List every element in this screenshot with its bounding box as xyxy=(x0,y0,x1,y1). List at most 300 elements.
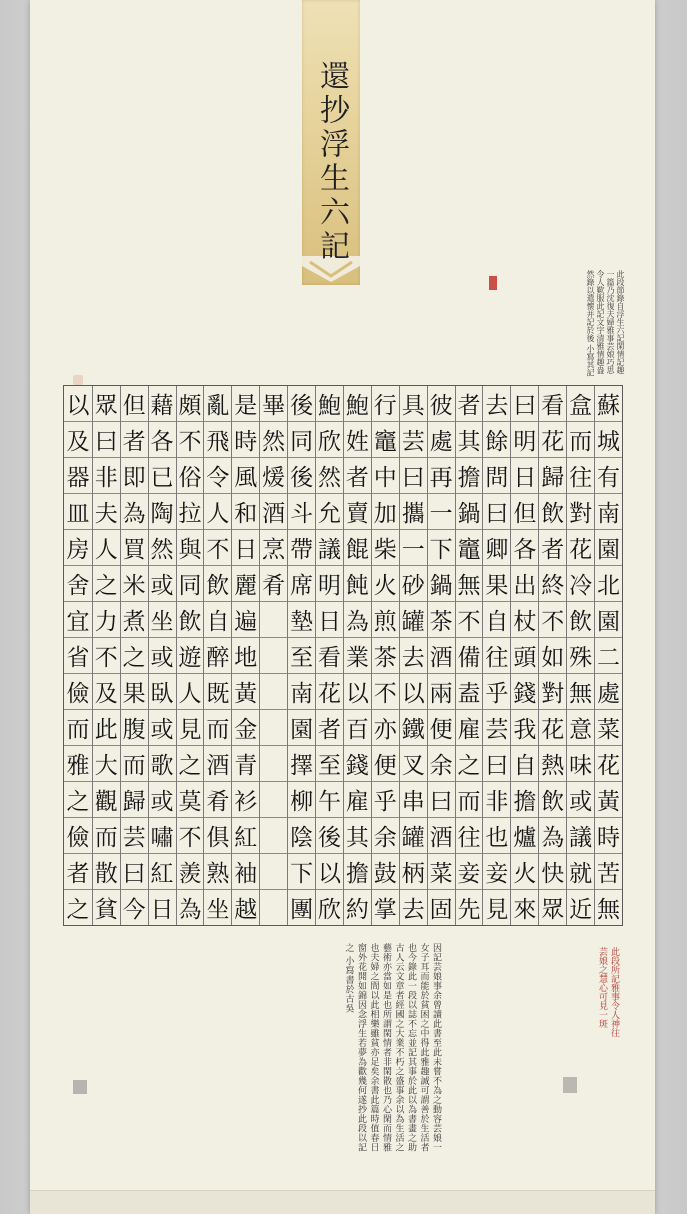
grid-cell: 雅 xyxy=(64,746,92,782)
grid-cell: 芸 xyxy=(121,818,148,854)
grid-cell xyxy=(260,710,287,746)
grid-cell: 時 xyxy=(595,818,622,854)
grid-cell: 自 xyxy=(204,602,231,638)
grid-cell: 之 xyxy=(66,897,90,923)
grid-column xyxy=(510,386,538,925)
grid-cell: 不 xyxy=(204,530,231,566)
grid-cell: 莫 xyxy=(177,782,204,818)
grid-cell: 見 xyxy=(177,710,204,746)
grid-cell: 然 xyxy=(149,530,176,566)
grid-cell: 兩 xyxy=(428,674,455,710)
grid-column xyxy=(92,386,120,925)
grid-cell: 之 xyxy=(177,746,204,782)
grid-cell: 日 xyxy=(316,602,343,638)
grid-cell: 者 xyxy=(539,530,566,566)
grid-cell: 自 xyxy=(511,746,538,782)
grid-cell xyxy=(260,638,287,674)
grid-cell: 器 xyxy=(64,458,92,494)
grid-cell: 地 xyxy=(232,638,259,674)
grid-cell: 舍 xyxy=(64,566,92,602)
grid-cell: 議 xyxy=(567,818,594,854)
grid-cell: 妾 xyxy=(483,854,510,890)
grid-cell: 儉 xyxy=(64,818,92,854)
grid-column xyxy=(455,386,483,925)
grid-cell: 芸 xyxy=(400,422,427,458)
grid-cell: 余 xyxy=(372,818,399,854)
grid-cell: 我 xyxy=(511,710,538,746)
grid-cell: 花 xyxy=(539,710,566,746)
grid-cell: 明 xyxy=(511,422,538,458)
grid-cell: 錢 xyxy=(344,746,371,782)
grid-cell: 然 xyxy=(260,422,287,458)
grid-cell: 擔 xyxy=(344,854,371,890)
grid-cell: 者 xyxy=(344,458,371,494)
grid-cell: 以 xyxy=(344,674,371,710)
grid-cell: 盍 xyxy=(456,674,483,710)
grid-cell xyxy=(260,782,287,818)
signature-seal xyxy=(73,1080,87,1094)
grid-cell xyxy=(260,854,287,890)
grid-cell: 是 xyxy=(232,386,259,422)
grid-cell: 姓 xyxy=(344,422,371,458)
grid-cell: 終 xyxy=(539,566,566,602)
grid-cell: 拉 xyxy=(177,494,204,530)
grid-cell: 意 xyxy=(567,710,594,746)
grid-cell: 問 xyxy=(483,458,510,494)
grid-cell: 歸 xyxy=(121,782,148,818)
grid-cell: 曰 xyxy=(483,494,510,530)
grid-cell: 日 xyxy=(511,458,538,494)
grid-cell: 花 xyxy=(567,530,594,566)
grid-cell: 越 xyxy=(234,897,258,923)
grid-cell: 飲 xyxy=(177,602,204,638)
grid-cell: 飲 xyxy=(539,494,566,530)
grid-cell xyxy=(260,746,287,782)
grid-cell: 固 xyxy=(429,897,453,923)
main-text-grid xyxy=(63,385,623,926)
grid-cell: 盒 xyxy=(567,386,594,422)
grid-cell: 而 xyxy=(456,782,483,818)
grid-cell: 城 xyxy=(595,422,622,458)
grid-cell: 或 xyxy=(149,782,176,818)
grid-column xyxy=(371,386,399,925)
grid-cell: 衫 xyxy=(232,782,259,818)
grid-cell: 米 xyxy=(121,566,148,602)
grid-cell: 芸 xyxy=(483,710,510,746)
grid-cell: 肴 xyxy=(204,782,231,818)
grid-cell: 不 xyxy=(456,602,483,638)
grid-cell: 爐 xyxy=(511,818,538,854)
grid-cell: 對 xyxy=(539,674,566,710)
grid-cell: 不 xyxy=(177,422,204,458)
scroll-title: 還抄浮生六記 xyxy=(314,60,349,264)
grid-cell: 而 xyxy=(567,422,594,458)
grid-cell: 日 xyxy=(150,897,174,923)
grid-cell: 者 xyxy=(316,710,343,746)
grid-cell: 頭 xyxy=(511,638,538,674)
grid-cell: 卿 xyxy=(483,530,510,566)
grid-cell xyxy=(260,674,287,710)
grid-cell: 其 xyxy=(344,818,371,854)
grid-cell: 已 xyxy=(149,458,176,494)
grid-cell: 雇 xyxy=(456,710,483,746)
grid-cell: 妾 xyxy=(456,854,483,890)
grid-cell: 飩 xyxy=(344,566,371,602)
grid-cell: 加 xyxy=(372,494,399,530)
grid-cell: 非 xyxy=(483,782,510,818)
grid-cell: 今 xyxy=(122,897,146,923)
grid-cell: 菜 xyxy=(428,854,455,890)
corner-seal xyxy=(563,1077,577,1093)
grid-column xyxy=(399,386,427,925)
grid-cell: 散 xyxy=(93,854,120,890)
grid-cell: 園 xyxy=(595,530,622,566)
grid-column xyxy=(566,386,594,925)
grid-cell: 曰 xyxy=(483,746,510,782)
grid-cell: 者 xyxy=(456,386,483,422)
grid-cell: 酒 xyxy=(204,746,231,782)
grid-cell: 觀 xyxy=(93,782,120,818)
grid-cell: 攜 xyxy=(400,494,427,530)
grid-cell: 鍋 xyxy=(428,566,455,602)
grid-cell: 以 xyxy=(64,386,92,422)
grid-cell: 便 xyxy=(428,710,455,746)
scroll-rod xyxy=(30,1190,655,1214)
grid-cell: 便 xyxy=(372,746,399,782)
grid-cell: 去 xyxy=(401,897,425,923)
grid-cell: 其 xyxy=(456,422,483,458)
grid-cell: 快 xyxy=(539,854,566,890)
grid-cell: 行 xyxy=(372,386,399,422)
grid-cell: 自 xyxy=(483,602,510,638)
grid-cell: 罐 xyxy=(400,602,427,638)
grid-cell: 擔 xyxy=(456,458,483,494)
grid-cell: 遊 xyxy=(177,638,204,674)
grid-cell: 陰 xyxy=(288,818,315,854)
grid-cell: 柄 xyxy=(400,854,427,890)
grid-cell: 飲 xyxy=(204,566,231,602)
grid-cell: 火 xyxy=(511,854,538,890)
grid-cell: 欣 xyxy=(316,422,343,458)
grid-column xyxy=(120,386,148,925)
grid-cell: 近 xyxy=(569,897,593,923)
grid-cell: 歌 xyxy=(149,746,176,782)
grid-cell: 嘯 xyxy=(149,818,176,854)
grid-column xyxy=(427,386,455,925)
grid-cell: 各 xyxy=(149,422,176,458)
grid-column xyxy=(287,386,315,925)
grid-cell: 味 xyxy=(567,746,594,782)
grid-cell: 柴 xyxy=(372,530,399,566)
grid-cell: 欣 xyxy=(317,897,341,923)
grid-cell: 及 xyxy=(93,674,120,710)
grid-cell: 後 xyxy=(288,458,315,494)
grid-cell: 二 xyxy=(595,638,622,674)
grid-cell: 曰 xyxy=(511,386,538,422)
grid-cell: 出 xyxy=(511,566,538,602)
grid-cell: 鍋 xyxy=(456,494,483,530)
grid-column xyxy=(482,386,510,925)
grid-column xyxy=(259,386,287,925)
grid-cell: 但 xyxy=(511,494,538,530)
grid-cell: 茶 xyxy=(372,638,399,674)
grid-cell: 以 xyxy=(400,674,427,710)
grid-cell: 煖 xyxy=(260,458,287,494)
grid-cell: 如 xyxy=(539,638,566,674)
red-annotation: 此段所記雅事令人神往芸娘之慧心可見一斑 xyxy=(597,947,619,1037)
grid-cell: 酒 xyxy=(260,494,287,530)
grid-cell: 酒 xyxy=(428,638,455,674)
grid-cell: 夫 xyxy=(93,494,120,530)
grid-cell: 看 xyxy=(539,386,566,422)
grid-cell: 羨 xyxy=(177,854,204,890)
grid-cell: 煮 xyxy=(121,602,148,638)
grid-cell: 掌 xyxy=(373,897,397,923)
grid-cell: 團 xyxy=(290,897,314,923)
grid-cell: 省 xyxy=(64,638,92,674)
grid-cell: 鮑 xyxy=(344,386,371,422)
grid-cell: 俗 xyxy=(177,458,204,494)
grid-cell: 然 xyxy=(316,458,343,494)
grid-cell: 備 xyxy=(456,638,483,674)
grid-cell: 茶 xyxy=(428,602,455,638)
grid-cell: 花 xyxy=(539,422,566,458)
grid-cell: 日 xyxy=(232,530,259,566)
grid-cell: 時 xyxy=(232,422,259,458)
grid-cell: 有 xyxy=(595,458,622,494)
grid-cell: 亂 xyxy=(204,386,231,422)
grid-cell: 黃 xyxy=(232,674,259,710)
grid-column xyxy=(64,386,92,925)
grid-column xyxy=(538,386,566,925)
grid-cell: 陶 xyxy=(149,494,176,530)
grid-cell: 人 xyxy=(93,530,120,566)
grid-cell: 南 xyxy=(595,494,622,530)
colophon-text: 因記芸娘事余曾讀此書至此未嘗不為之動容芸娘一女子耳而能於貧困之中得此雅趣誠可謂善於生活者也今錄此一段以誌不忘並記其事於此以為書畫之助古人云文章者經國之大業不朽之盛事余以為生活之藝術亦當如是也所謂閑情者非閑散也乃心閑而情雅也夫婦之間以此相樂雖貧亦足矣余書此篇時值春日窗外花開如錦因念浮生若夢為歡幾何遂抄此段以記之 小寫書於古吳 xyxy=(343,943,441,1152)
grid-cell: 黃 xyxy=(595,782,622,818)
grid-cell: 下 xyxy=(428,530,455,566)
grid-cell: 罐 xyxy=(400,818,427,854)
grid-cell: 竈 xyxy=(372,422,399,458)
grid-cell: 花 xyxy=(316,674,343,710)
grid-column xyxy=(343,386,371,925)
grid-column xyxy=(594,386,622,925)
grid-cell: 醉 xyxy=(204,638,231,674)
grid-cell: 議 xyxy=(316,530,343,566)
grid-cell: 之 xyxy=(93,566,120,602)
grid-cell: 曰 xyxy=(93,422,120,458)
grid-cell: 之 xyxy=(121,638,148,674)
grid-cell: 擔 xyxy=(511,782,538,818)
grid-cell: 也 xyxy=(483,818,510,854)
grid-cell: 飲 xyxy=(539,782,566,818)
grid-cell: 為 xyxy=(344,602,371,638)
grid-cell: 不 xyxy=(539,602,566,638)
grid-cell: 苦 xyxy=(595,854,622,890)
grid-cell: 允 xyxy=(316,494,343,530)
grid-cell: 具 xyxy=(400,386,427,422)
grid-cell: 後 xyxy=(316,818,343,854)
grid-cell: 花 xyxy=(595,746,622,782)
grid-cell: 蘇 xyxy=(595,386,622,422)
grid-cell: 明 xyxy=(316,566,343,602)
grid-cell: 下 xyxy=(288,854,315,890)
grid-cell: 既 xyxy=(204,674,231,710)
grid-cell: 房 xyxy=(64,530,92,566)
grid-cell: 同 xyxy=(177,566,204,602)
grid-cell: 鼓 xyxy=(372,854,399,890)
grid-cell: 眾 xyxy=(541,897,565,923)
grid-cell: 往 xyxy=(456,818,483,854)
grid-cell: 而 xyxy=(93,818,120,854)
grid-cell: 和 xyxy=(232,494,259,530)
grid-cell: 殊 xyxy=(567,638,594,674)
grid-cell: 大 xyxy=(93,746,120,782)
grid-cell: 而 xyxy=(64,710,92,746)
grid-column xyxy=(148,386,176,925)
grid-cell: 菜 xyxy=(595,710,622,746)
grid-cell: 就 xyxy=(567,854,594,890)
grid-cell: 袖 xyxy=(232,854,259,890)
grid-cell: 各 xyxy=(511,530,538,566)
grid-cell: 為 xyxy=(539,818,566,854)
grid-cell: 非 xyxy=(93,458,120,494)
grid-cell: 青 xyxy=(232,746,259,782)
grid-cell: 熟 xyxy=(204,854,231,890)
grid-cell xyxy=(260,890,287,925)
grid-cell: 烹 xyxy=(260,530,287,566)
grid-cell: 同 xyxy=(288,422,315,458)
grid-cell: 鐵 xyxy=(400,710,427,746)
grid-cell: 或 xyxy=(149,638,176,674)
grid-cell: 為 xyxy=(178,897,202,923)
grid-cell: 先 xyxy=(457,897,481,923)
grid-cell: 北 xyxy=(595,566,622,602)
grid-cell: 坐 xyxy=(206,897,230,923)
grid-cell: 或 xyxy=(567,782,594,818)
grid-cell: 錢 xyxy=(511,674,538,710)
grid-cell: 果 xyxy=(483,566,510,602)
grid-cell: 之 xyxy=(456,746,483,782)
grid-cell: 約 xyxy=(345,897,369,923)
grid-cell: 來 xyxy=(513,897,537,923)
grid-cell: 百 xyxy=(344,710,371,746)
grid-cell: 見 xyxy=(485,897,509,923)
grid-cell: 儉 xyxy=(64,674,92,710)
grid-cell: 不 xyxy=(177,818,204,854)
grid-cell: 頗 xyxy=(177,386,204,422)
grid-cell: 後 xyxy=(288,386,315,422)
grid-cell: 此 xyxy=(93,710,120,746)
grid-cell: 遍 xyxy=(232,602,259,638)
grid-cell: 不 xyxy=(372,674,399,710)
grid-cell: 熱 xyxy=(539,746,566,782)
grid-cell: 鮑 xyxy=(316,386,343,422)
grid-cell: 金 xyxy=(232,710,259,746)
grid-cell: 一 xyxy=(428,494,455,530)
grid-cell: 砂 xyxy=(400,566,427,602)
grid-cell: 飲 xyxy=(567,602,594,638)
grid-cell: 余 xyxy=(428,746,455,782)
grid-cell: 園 xyxy=(595,602,622,638)
grid-cell: 竈 xyxy=(456,530,483,566)
grid-cell: 貧 xyxy=(94,897,118,923)
grid-cell: 臥 xyxy=(149,674,176,710)
grid-cell: 不 xyxy=(93,638,120,674)
grid-cell: 麗 xyxy=(232,566,259,602)
grid-cell: 人 xyxy=(204,494,231,530)
grid-cell: 墊 xyxy=(288,602,315,638)
grid-cell: 看 xyxy=(316,638,343,674)
grid-cell: 彼 xyxy=(428,386,455,422)
grid-cell: 冷 xyxy=(567,566,594,602)
grid-cell: 俱 xyxy=(204,818,231,854)
grid-cell: 處 xyxy=(595,674,622,710)
grid-cell: 但 xyxy=(121,386,148,422)
grid-cell: 煎 xyxy=(372,602,399,638)
grid-cell: 無 xyxy=(597,897,621,923)
grid-cell: 乎 xyxy=(483,674,510,710)
grid-cell: 賣 xyxy=(344,494,371,530)
grid-cell: 席 xyxy=(288,566,315,602)
grid-cell: 而 xyxy=(204,710,231,746)
grid-cell: 柳 xyxy=(288,782,315,818)
grid-cell: 無 xyxy=(456,566,483,602)
grid-cell: 力 xyxy=(93,602,120,638)
grid-cell: 至 xyxy=(288,638,315,674)
grid-cell: 坐 xyxy=(149,602,176,638)
grid-cell: 腹 xyxy=(121,710,148,746)
grid-cell: 曰 xyxy=(428,782,455,818)
grid-cell: 以 xyxy=(316,854,343,890)
grid-cell: 及 xyxy=(64,422,92,458)
grid-cell: 去 xyxy=(483,386,510,422)
grid-cell xyxy=(260,602,287,638)
grid-cell: 乎 xyxy=(372,782,399,818)
grid-cell: 藉 xyxy=(149,386,176,422)
grid-cell: 紅 xyxy=(149,854,176,890)
grid-cell: 風 xyxy=(232,458,259,494)
grid-cell: 一 xyxy=(400,530,427,566)
grid-cell: 畢 xyxy=(260,386,287,422)
grid-cell: 對 xyxy=(567,494,594,530)
grid-column xyxy=(231,386,259,925)
grid-cell: 或 xyxy=(149,566,176,602)
grid-cell: 亦 xyxy=(372,710,399,746)
grid-cell: 再 xyxy=(428,458,455,494)
grid-column xyxy=(176,386,204,925)
grid-cell: 歸 xyxy=(539,458,566,494)
grid-cell: 園 xyxy=(288,710,315,746)
grid-cell: 紅 xyxy=(232,818,259,854)
grid-cell: 曰 xyxy=(400,458,427,494)
grid-cell: 往 xyxy=(483,638,510,674)
grid-cell: 杖 xyxy=(511,602,538,638)
grid-cell: 串 xyxy=(400,782,427,818)
grid-cell: 餛 xyxy=(344,530,371,566)
grid-cell: 至 xyxy=(316,746,343,782)
grid-cell: 為 xyxy=(121,494,148,530)
grid-cell: 即 xyxy=(121,458,148,494)
grid-cell: 宜 xyxy=(64,602,92,638)
pale-seal xyxy=(73,375,83,385)
grid-cell: 者 xyxy=(121,422,148,458)
grid-cell: 業 xyxy=(344,638,371,674)
grid-cell: 與 xyxy=(177,530,204,566)
grid-cell: 往 xyxy=(567,458,594,494)
grid-cell: 人 xyxy=(177,674,204,710)
grid-cell: 而 xyxy=(121,746,148,782)
